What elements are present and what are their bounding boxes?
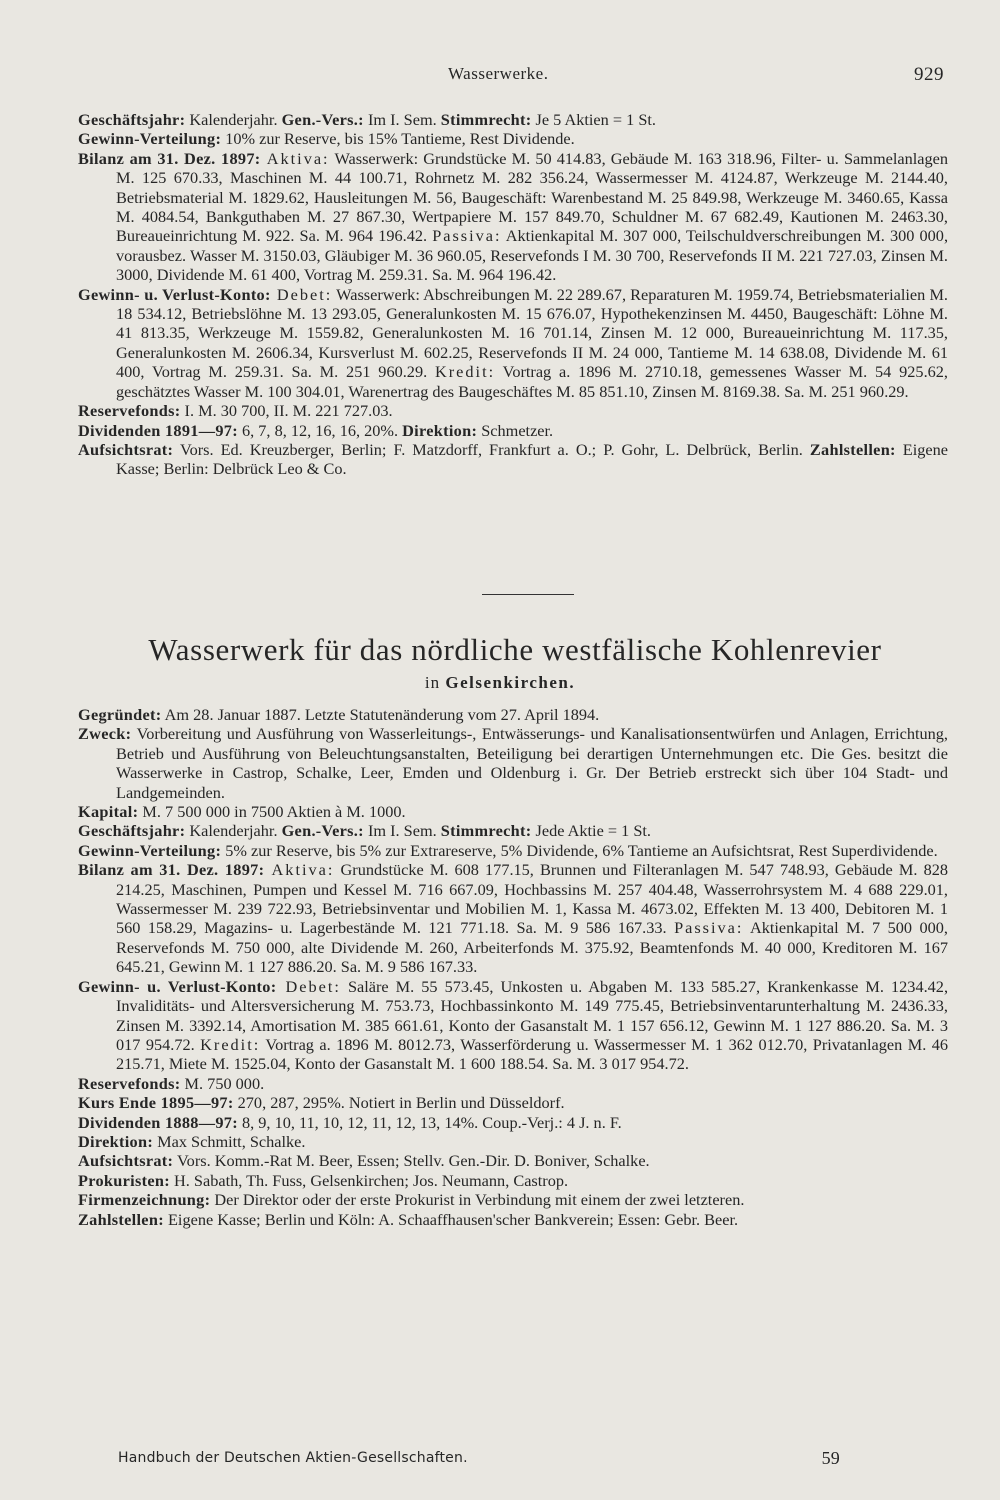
section-wasserwerke-prev	[78, 110, 948, 479]
entry: Direktion: Max Schmitt, Schalke.	[78, 1131, 306, 1151]
page-number: 929	[914, 64, 944, 85]
company-title: Wasserwerk für das nördliche westfälische Kohlenrevier	[148, 632, 882, 667]
entry: Zahlstellen: Eigene Kasse; Berlin und Köln: A. Schaaffhausen'scher Bankverein; Essen: Gebr. Beer.	[78, 1209, 739, 1229]
entry: Gewinn-Verteilung: 10% zur Reserve, bis 15% Tantieme, Rest Dividende.	[78, 129, 575, 149]
entry: Gewinn- u. Verlust-Konto: Debet: Wasserwerk: Abschreibungen M. 22 289.67, Reparaturen M. 1959.74, Betriebsmaterialien M. 18 534.12, Betriebslöhne M. 13 293.05, Generalunkosten M. 15 676.07, Hypothekenzinsen M. 4450, Baugeschäft: Löhne M. 41 813.35, Werkzeuge M. 1559.82, Generalunkosten M. 16 701.14, Zinsen M. 12 000, Bureaueinrichtung M. 117.35, Generalunkosten M. 2606.34, Kursverlust M. 602.25, Reservefonds II M. 24 000, Tantieme M. 14 638.08, Dividende M. 61 400, Vortrag M. 259.31. Sa. M. 251 960.29. Kredit: Vortrag a. 1896 M. 2710.18, gemessenes Wasser M. 54 925.62, geschätztes Wasser M. 100 304.01, Warenertrag des Baugeschäftes M. 85 851.10, Zinsen M. 8169.38. Sa. M. 251 960.29.	[78, 284, 948, 401]
entry: Aufsichtsrat: Vors. Komm.-Rat M. Beer, Essen; Stellv. Gen.-Dir. D. Boniver, Schalke.	[78, 1151, 650, 1171]
entry: Kapital: M. 7 500 000 in 7500 Aktien à M. 1000.	[78, 802, 406, 822]
signature-number: 59	[821, 1448, 840, 1468]
entry: Kurs Ende 1895—97: 270, 287, 295%. Notiert in Berlin und Düsseldorf.	[78, 1093, 565, 1113]
entry: Prokuristen: H. Sabath, Th. Fuss, Gelsenkirchen; Jos. Neumann, Castrop.	[78, 1170, 569, 1190]
entry: Gewinn-Verteilung: 5% zur Reserve, bis 5% zur Extrareserve, 5% Dividende, 6% Tantieme an Aufsichtsrat, Rest Superdividende.	[78, 840, 938, 860]
running-head-title: Wasserwerke.	[448, 64, 549, 83]
entry: Dividenden 1891—97: 6, 7, 8, 12, 16, 16, 20%. Direktion: Schmetzer.	[78, 420, 554, 440]
entry: Gegründet: Am 28. Januar 1887. Letzte Statutenänderung vom 27. April 1894.	[78, 705, 600, 724]
entry: Dividenden 1888—97: 8, 9, 10, 11, 10, 12, 11, 12, 13, 14%. Coup.-Verj.: 4 J. n. F.	[78, 1112, 622, 1132]
page-footer	[118, 1450, 840, 1466]
entry: Reservefonds: M. 750 000.	[78, 1073, 265, 1093]
entry: Firmenzeichnung: Der Direktor oder der erste Prokurist in Verbindung mit einem der zwei letzteren.	[78, 1190, 745, 1210]
entry: Zweck: Vorbereitung und Ausführung von Wasserleitungs-, Entwässerungs- und Kanalisationsentwürfen und Anlagen, Errichtung, Betrieb und Ausführung von Beleuchtungsanstalten, Beteiligung bei derartigen Unternehmungen etc. Die Ges. besitzt die Wasserwerke in Castrop, Schalke, Leer, Emden und Oldenburg i. Gr. Der Betrieb erstreckt sich über 104 Stadt- und Landgemeinden.	[78, 724, 948, 802]
entry: Geschäftsjahr: Kalenderjahr. Gen.-Vers.: Im I. Sem. Stimmrecht: Je 5 Aktien = 1 St.	[78, 110, 656, 129]
entry: Geschäftsjahr: Kalenderjahr. Gen.-Vers.: Im I. Sem. Stimmrecht: Jede Aktie = 1 St.	[78, 821, 651, 841]
publication-title: Handbuch der Deutschen Aktien-Gesellschaften.	[118, 1450, 468, 1466]
entry: Gewinn- u. Verlust-Konto: Debet: Saläre M. 55 573.45, Unkosten u. Abgaben M. 133 585.27, Krankenkasse M. 1234.42, Invaliditäts- und Altersversicherung M. 753.73, Hochbassinkonto M. 149 775.45, Betriebsinventarunterhaltung M. 2436.33, Zinsen M. 3392.14, Amortisation M. 385 661.61, Konto der Gasanstalt M. 1 157 656.12, Gewinn M. 1 127 886.20. Sa. M. 3 017 954.72. Kredit: Vortrag a. 1896 M. 8012.73, Wasserförderung u. Wassermesser M. 1 362 012.70, Privatanlagen M. 46 215.71, Miete M. 1525.04, Konto der Gasanstalt M. 1 600 188.54. Sa. M. 3 017 954.72.	[78, 976, 949, 1074]
entry: Aufsichtsrat: Vors. Ed. Kreuzberger, Berlin; F. Matzdorff, Frankfurt a. O.; P. Gohr, L. Delbrück, Berlin. Zahlstellen: Eigene Kasse; Berlin: Delbrück Leo & Co.	[78, 439, 948, 479]
section-company-entry	[78, 705, 948, 1229]
entry: Reservefonds: I. M. 30 700, II. M. 221 727.03.	[78, 401, 393, 421]
section-divider	[482, 594, 574, 595]
entry: Bilanz am 31. Dez. 1897: Aktiva: Grundstücke M. 608 177.15, Brunnen und Filteranlagen M. 547 748.93, Gebäude M. 828 214.25, Maschinen, Pumpen und Kessel M. 716 667.09, Hochbassins M. 257 404.48, Wasserrohrsystem M. 4 688 229.01, Wassermesser M. 239 722.93, Betriebsinventar und Mobilien M. 1, Kassa M. 4673.02, Effekten M. 13 400, Debitoren M. 1 560 158.29, Magazins- u. Lagerbestände M. 121 771.18. Sa. M. 9 586 167.33. Passiva: Aktienkapital M. 7 500 000, Reservefonds M. 750 000, alte Dividende M. 260, Arbeiterfonds M. 375.92, Beamtenfonds M. 40 000, Kreditoren M. 167 645.21, Gewinn M. 1 127 886.20. Sa. M. 9 586 167.33.	[78, 860, 948, 977]
entry: Bilanz am 31. Dez. 1897: Aktiva: Wasserwerk: Grundstücke M. 50 414.83, Gebäude M. 163 318.96, Filter- u. Sammelanlagen M. 125 670.33, Maschinen M. 44 100.71, Rohrnetz M. 282 356.24, Wassermesser M. 4124.87, Werkzeuge M. 2144.40, Betriebsmaterial M. 1829.62, Hausleitungen M. 56, Baugeschäft: Warenbestand M. 25 849.98, Werkzeuge M. 3460.65, Kassa M. 4084.54, Bankguthaben M. 27 867.30, Wertpapiere M. 157 849.70, Schuldner M. 67 682.49, Kautionen M. 2463.30, Bureaueinrichtung M. 922. Sa. M. 964 196.42. Passiva: Aktienkapital M. 307 000, Teilschuldverschreibungen M. 300 000, vorausbez. Wasser M. 3150.03, Gläubiger M. 36 960.05, Reservefonds I M. 30 700, Reservefonds II M. 221 727.03, Zinsen M. 3000, Dividende M. 61 400, Vortrag M. 259.31. Sa. M. 964 196.42.	[78, 148, 949, 285]
company-subtitle: in Gelsenkirchen.	[424, 673, 576, 692]
